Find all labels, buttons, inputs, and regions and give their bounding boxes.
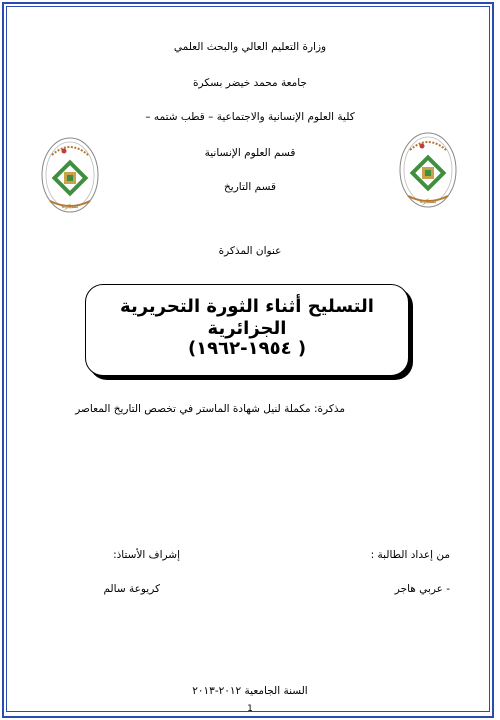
section-name: قسم التاريخ: [224, 181, 276, 193]
university-seal-icon-left: [40, 135, 100, 215]
thesis-years: ( ١٩٥٤-١٩٦٢): [187, 338, 307, 359]
seal-caption-left: بسكرة: [61, 203, 79, 210]
student-name: - عربي هاجر: [394, 583, 450, 595]
university-name: جامعة محمد خيضر بسكرة: [193, 77, 307, 89]
thesis-title: التسليح أثناء الثورة التحريرية الجزائرية: [120, 296, 374, 339]
thesis-purpose: مذكرة: مكملة لنيل شهادة الماستر في تخصص التاريخ المعاصر: [75, 403, 345, 415]
seal-caption: بسكرة: [419, 198, 437, 205]
academic-year: السنة الجامعية ٢٠١٢-٢٠١٣: [192, 685, 308, 697]
page-number: 1: [247, 704, 253, 714]
faculty-name: كلية العلوم الإنسانية والاجتماعية – قطب شتمه –: [145, 111, 355, 123]
student-label: من إعداد الطالبة :: [370, 549, 450, 561]
ministry-name: وزارة التعليم العالي والبحث العلمي: [173, 41, 327, 53]
university-seal-icon: [398, 130, 458, 210]
department-name: قسم العلوم الإنسانية: [204, 147, 296, 159]
thesis-label: عنوان المذكرة: [218, 245, 282, 257]
supervisor-label: إشراف الأستاذ:: [113, 549, 180, 561]
supervisor-name: كريوعة سالم: [103, 583, 160, 595]
